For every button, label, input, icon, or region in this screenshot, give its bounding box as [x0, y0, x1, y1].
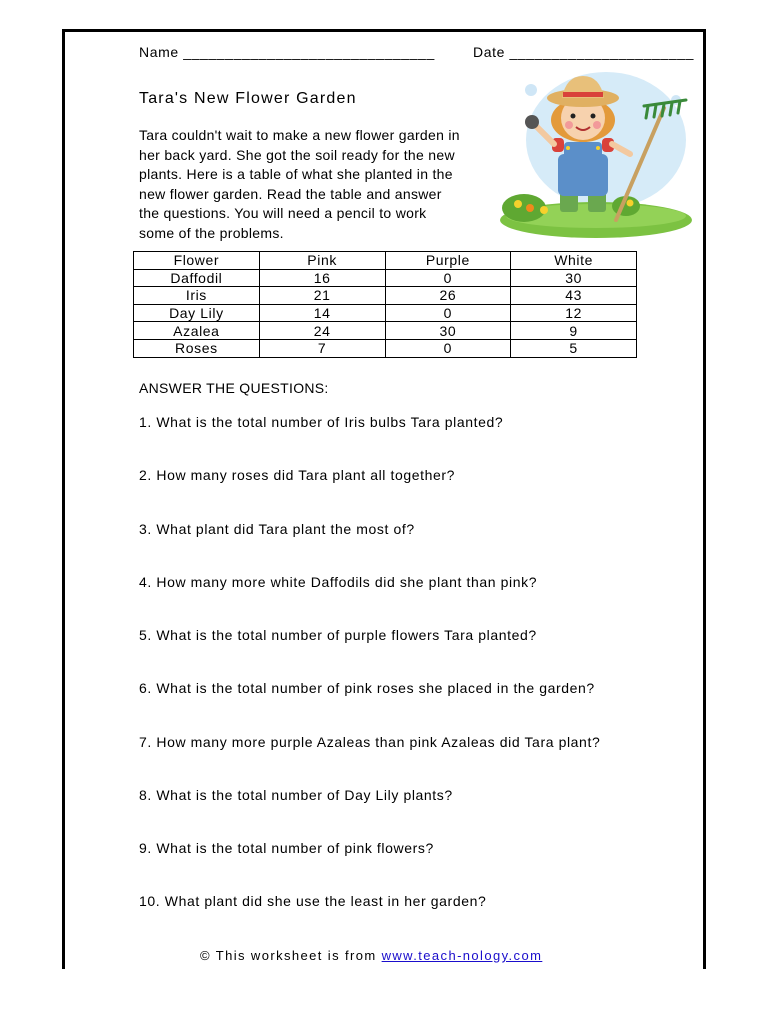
question-8: 8. What is the total number of Day Lily plants? [139, 787, 453, 803]
name-label: Name [139, 44, 179, 60]
table-cell: 9 [511, 322, 637, 340]
table-cell: Azalea [134, 322, 260, 340]
question-7: 7. How many more purple Azaleas than pink Azaleas did Tara plant? [139, 734, 601, 750]
table-cell: 0 [385, 339, 511, 357]
intro-line: some of the problems. [139, 224, 284, 241]
table-cell: 7 [259, 339, 385, 357]
table-header-cell: Pink [259, 252, 385, 270]
date-label: Date [473, 44, 505, 60]
question-6: 6. What is the total number of pink roses she placed in the garden? [139, 680, 595, 696]
name-line: ______________________________ [183, 44, 435, 60]
table-header-cell: White [511, 252, 637, 270]
name-field[interactable] [139, 43, 435, 61]
footer-credit [200, 948, 542, 963]
worksheet-title: Tara's New Flower Garden [139, 90, 357, 107]
table-header-cell: Flower [134, 252, 260, 270]
intro-line: the questions. You will need a pencil to work [139, 205, 427, 221]
answer-heading: ANSWER THE QUESTIONS: [139, 380, 329, 396]
intro-line: her back yard. She got the soil ready for the new [139, 146, 455, 163]
table-cell: 30 [511, 269, 637, 287]
table-header-row [134, 252, 637, 270]
table-cell: Iris [134, 287, 260, 305]
question-9: 9. What is the total number of pink flowers? [139, 840, 434, 856]
date-field[interactable] [473, 43, 694, 61]
table-cell: 14 [259, 304, 385, 322]
table-header-cell: Purple [385, 252, 511, 270]
date-line: ______________________ [509, 44, 694, 60]
question-10: 10. What plant did she use the least in her garden? [139, 893, 487, 909]
table-cell: 5 [511, 339, 637, 357]
footer-prefix: © This worksheet is from [200, 948, 382, 963]
table-cell: Day Lily [134, 304, 260, 322]
question-5: 5. What is the total number of purple flowers Tara planted? [139, 627, 537, 643]
table-cell: 24 [259, 322, 385, 340]
gardener-girl-illustration [496, 70, 692, 240]
table-cell: 26 [385, 287, 511, 305]
intro-line: plants. Here is a table of what she planted in the [139, 166, 453, 182]
table-row [134, 322, 637, 340]
table-cell: 43 [511, 287, 637, 305]
intro-line: new flower garden. Read the table and answer [139, 185, 442, 202]
intro-paragraph [139, 126, 509, 243]
question-1: 1. What is the total number of Iris bulbs Tara planted? [139, 414, 504, 430]
question-3: 3. What plant did Tara plant the most of? [139, 521, 415, 537]
table-cell: 0 [385, 269, 511, 287]
table-cell: 0 [385, 304, 511, 322]
table-row [134, 287, 637, 305]
question-4: 4. How many more white Daffodils did she plant than pink? [139, 574, 538, 590]
teach-nology-link[interactable]: www.teach-nology.com [381, 948, 543, 963]
table-cell: 21 [259, 287, 385, 305]
question-2: 2. How many roses did Tara plant all together? [139, 467, 456, 483]
intro-line: Tara couldn't wait to make a new flower garden in [139, 127, 460, 143]
table-cell: 16 [259, 269, 385, 287]
flower-table [133, 251, 637, 358]
table-cell: Daffodil [134, 269, 260, 287]
table-cell: 30 [385, 322, 511, 340]
table-cell: Roses [134, 339, 260, 357]
table-row [134, 339, 637, 357]
table-cell: 12 [511, 304, 637, 322]
table-row [134, 269, 637, 287]
table-row [134, 304, 637, 322]
